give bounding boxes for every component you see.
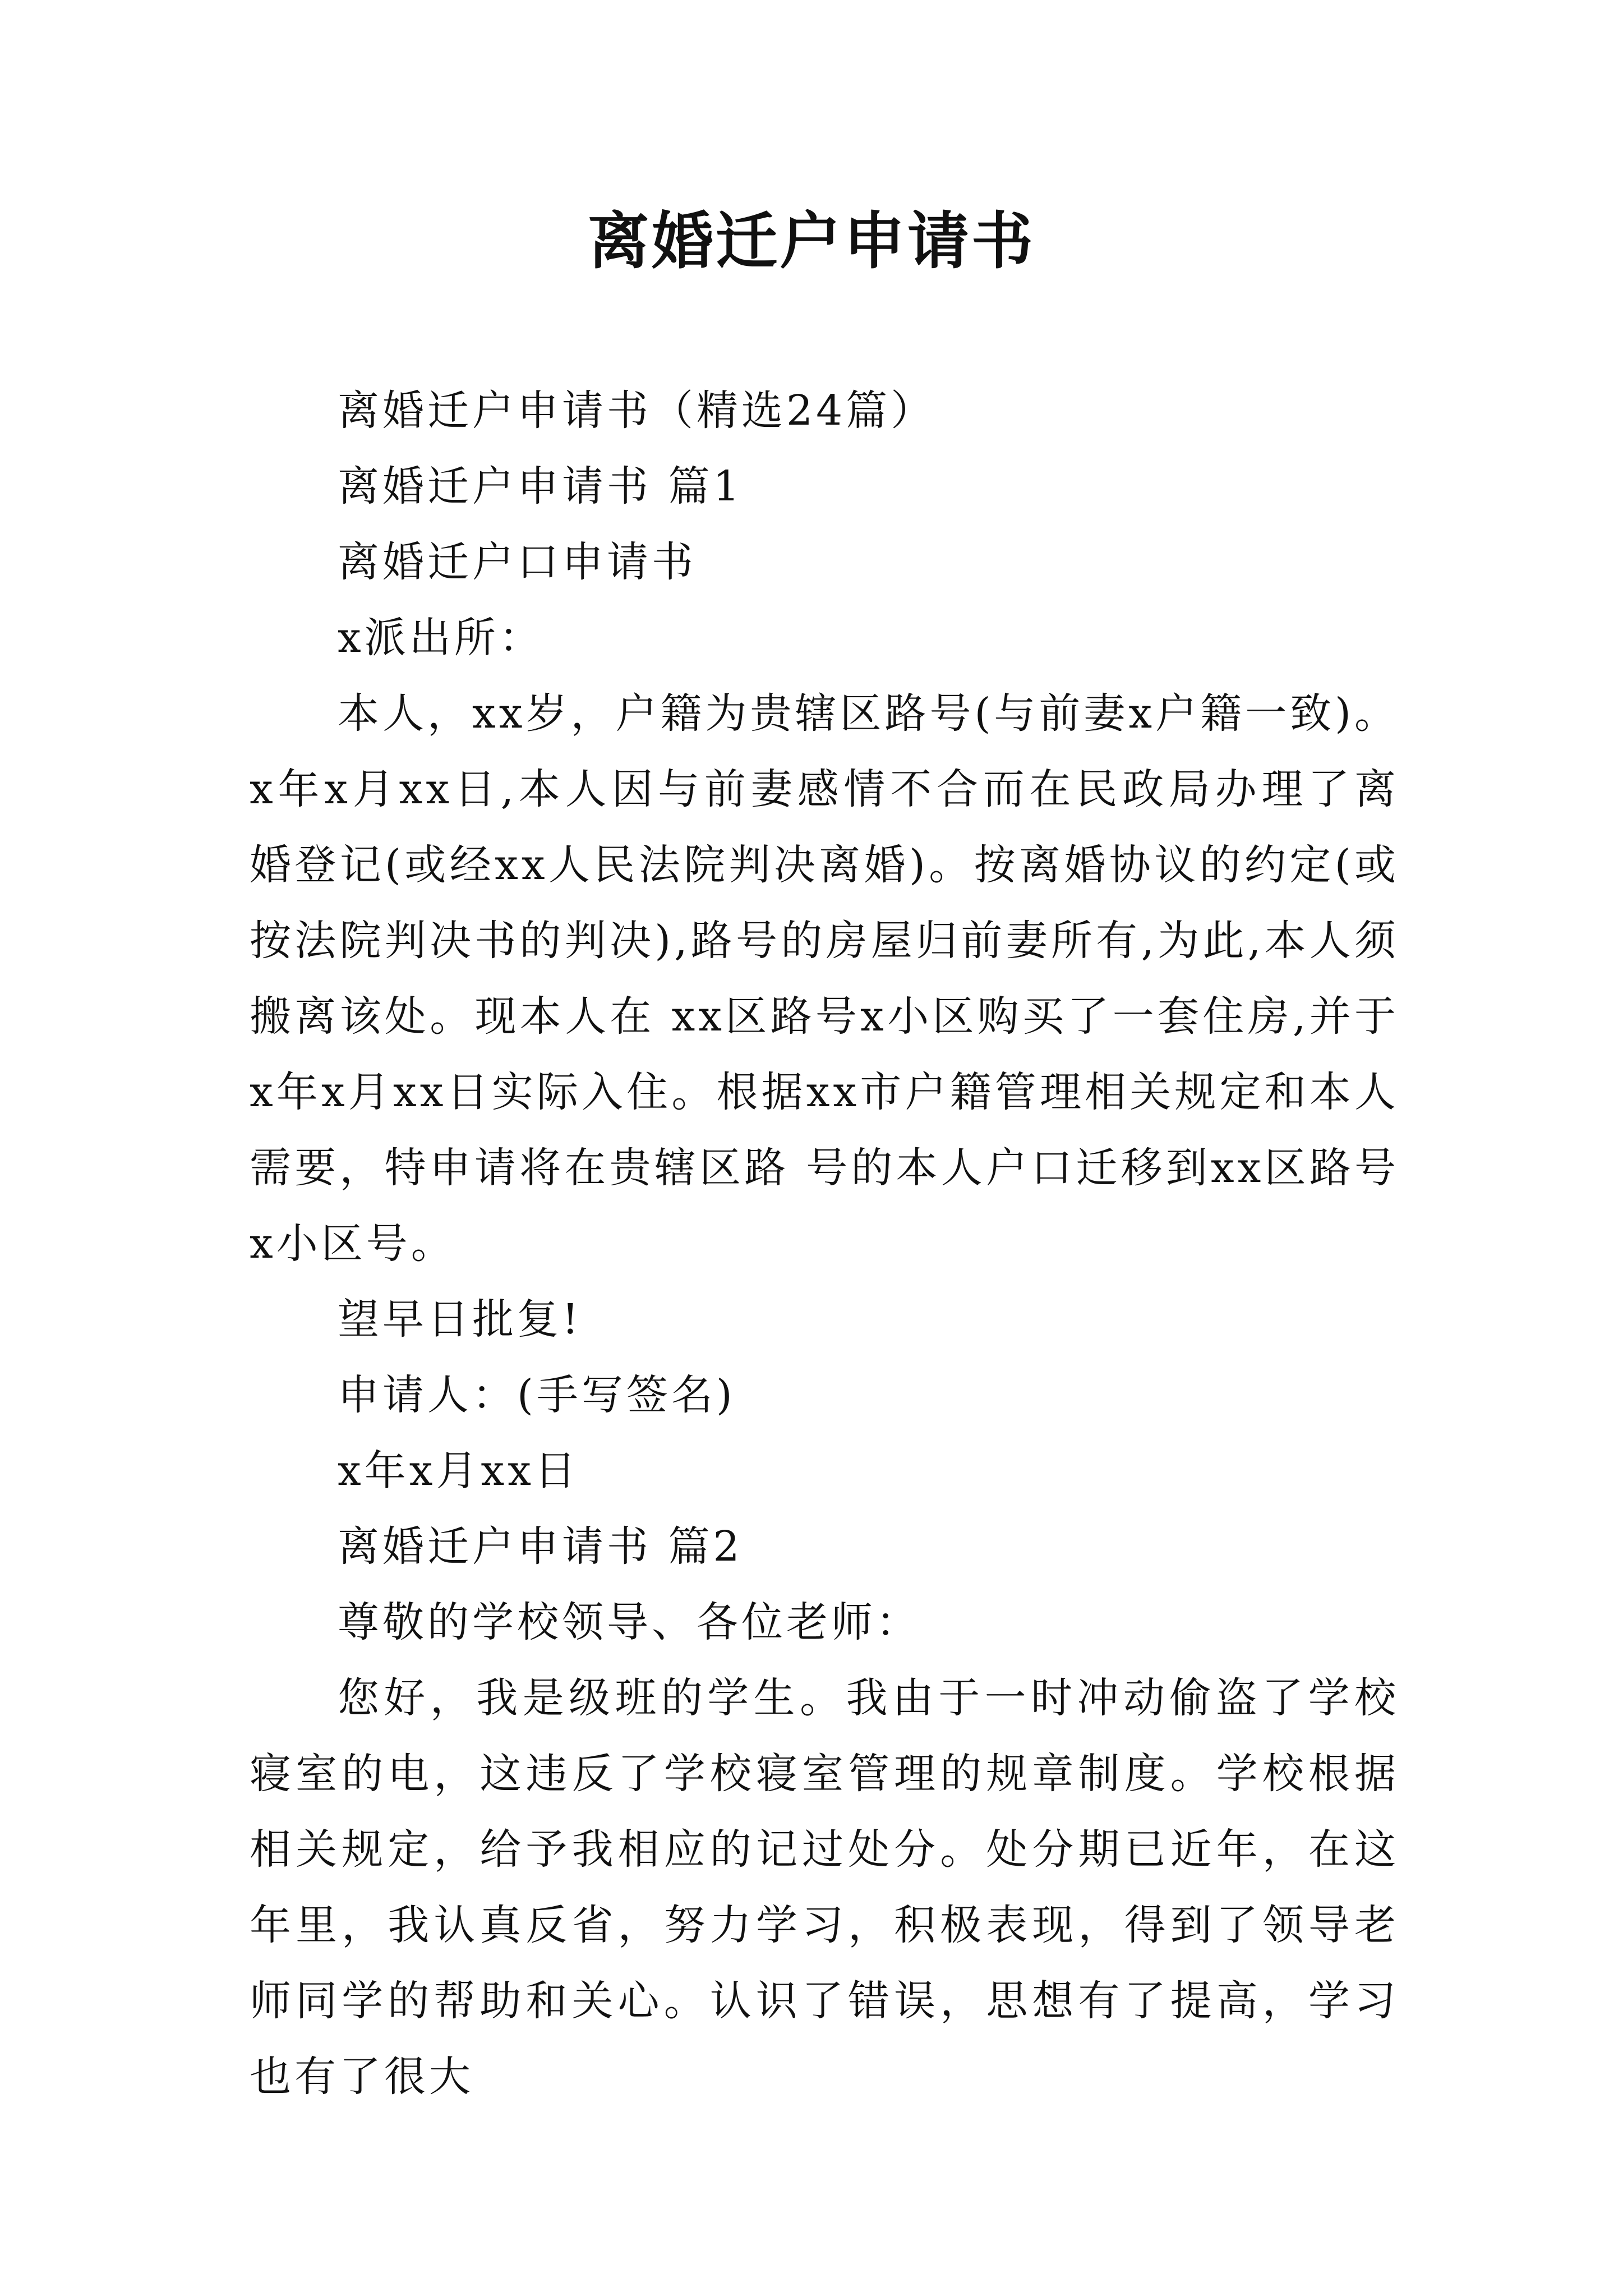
section-heading-1: 离婚迁户申请书 篇1 bbox=[338, 462, 743, 510]
document-body bbox=[250, 373, 1399, 2115]
section-heading-2: 离婚迁户申请书 篇2 bbox=[338, 1522, 743, 1571]
closing-line: 望早日批复! bbox=[338, 1295, 582, 1343]
applicant-signature-line: 申请人：(手写签名) bbox=[338, 1371, 736, 1419]
body-paragraph: 您好，我是级班的学生。我由于一时冲动偷盗了学校寝室的电，这违反了学校寝室管理的规章制度。学校根据相关规定，给予我相应的记过处分。处分期已近年，在这年里，我认真反省，努力学习，积极表现，得到了领导老师同学的帮助和关心。认识了错误，思想有了提高，学习也有了很大 bbox=[250, 1674, 1399, 2101]
document-title: 离婚迁户申请书 bbox=[588, 205, 1035, 277]
letter-title: 离婚迁户口申请书 bbox=[338, 538, 697, 586]
salutation-line: 尊敬的学校领导、各位老师： bbox=[338, 1598, 921, 1646]
body-paragraph: 本人，xx岁，户籍为贵辖区路号(与前妻x户籍一致)。x年x月xx日,本人因与前妻感情不合而在民政局办理了离婚登记(或经xx人民法院判决离婚)。按离婚协议的约定(或按法院判决书的判决),路号的房屋归前妻所有,为此,本人须搬离该处。现本人在 xx区路号x小区购买了一套住房,并于x年x月xx日实际入住。根据xx市户籍管理相关规定和本人需要，特申请将在贵辖区路 号的本人户口迁移到xx区路号x小区号。 bbox=[250, 689, 1399, 1268]
recipient-line: x派出所： bbox=[338, 614, 544, 662]
date-line: x年x月xx日 bbox=[338, 1447, 579, 1495]
collection-heading: 离婚迁户申请书（精选24篇） bbox=[338, 386, 936, 435]
